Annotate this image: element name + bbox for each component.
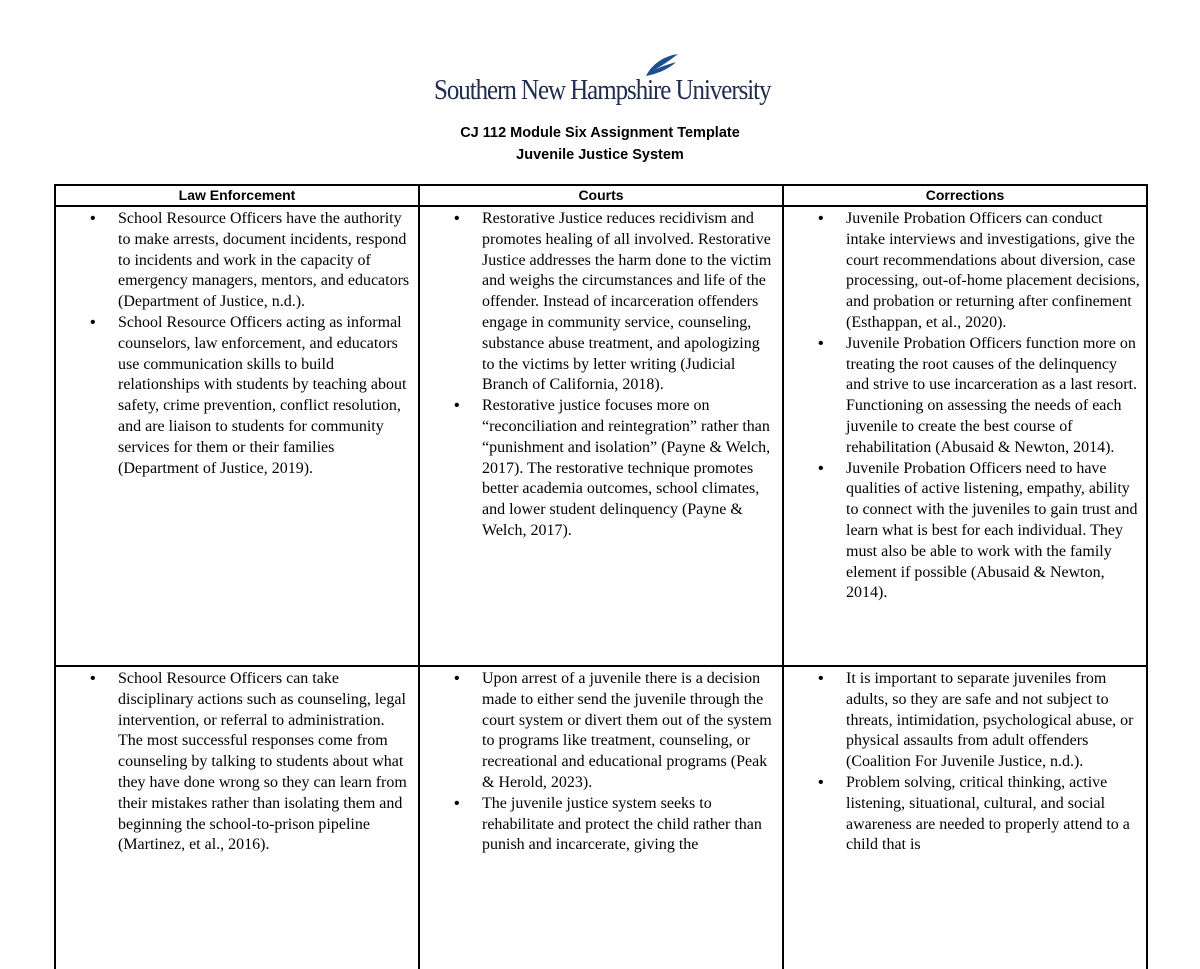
table-cell bbox=[419, 206, 783, 666]
list-item: • Juvenile Probation Officers need to have qualities of active listening, empathy, ability to connect with the juveniles to gain trust and learn what is best for each individual. They must also be able to work with the family element if possible (Abusaid & Newton, 2014). bbox=[846, 459, 1140, 605]
bullet-list bbox=[426, 209, 776, 542]
list-item: • It is important to separate juveniles from adults, so they are safe and not subject to threats, intimidation, psychological abuse, or physical assaults from adult offenders (Coalition For Juvenile Justice, n.d.). bbox=[846, 669, 1140, 773]
list-item: • Upon arrest of a juvenile there is a decision made to either send the juvenile through the court system or divert them out of the system to programs like treatment, counseling, or recreational and educational programs (Peak & Herold, 2023). bbox=[482, 669, 776, 794]
column-header-courts: Courts bbox=[419, 185, 783, 206]
list-item: • Restorative Justice reduces recidivism and promotes healing of all involved. Restorative Justice addresses the harm done to the victim and weighs the circumstances and life of the offender. Instead of incarceration offenders engage in community service, counseling, substance abuse treatment, and apologizing to the victims by letter writing (Judicial Branch of California, 2018). bbox=[482, 209, 776, 396]
bullet-list bbox=[790, 209, 1140, 604]
list-item: • School Resource Officers acting as informal counselors, law enforcement, and educators use communication skills to build relationships with students by teaching about safety, crime prevention, conflict resolution, and are liaison to students for community services for them or their families (Department of Justice, 2019). bbox=[118, 313, 412, 479]
juvenile-justice-table bbox=[54, 184, 1148, 969]
list-item: • School Resource Officers can take disciplinary actions such as counseling, legal intervention, or referral to administration. The most successful responses come from counseling by talking to students about what they have done wrong so they can learn from their mistakes rather than isolating them and beginning the school-to-prison pipeline (Martinez, et al., 2016). bbox=[118, 669, 412, 856]
list-item: • The juvenile justice system seeks to rehabilitate and protect the child rather than punish and incarcerate, giving the bbox=[482, 794, 776, 856]
table-header-row bbox=[55, 185, 1147, 206]
university-name: Southern New Hampshire University bbox=[434, 74, 771, 106]
column-header-corrections: Corrections bbox=[783, 185, 1147, 206]
list-item: • Problem solving, critical thinking, active listening, situational, cultural, and social awareness are needed to properly attend to a child that is bbox=[846, 773, 1140, 856]
university-logo bbox=[432, 52, 772, 108]
table-row bbox=[55, 666, 1147, 969]
bullet-list bbox=[62, 669, 412, 856]
bullet-list bbox=[426, 669, 776, 856]
column-header-law-enforcement: Law Enforcement bbox=[55, 185, 419, 206]
document-subtitle: Juvenile Justice System bbox=[516, 147, 684, 163]
table-cell bbox=[783, 206, 1147, 666]
list-item: • School Resource Officers have the authority to make arrests, document incidents, respond to incidents and work in the capacity of emergency managers, mentors, and educators (Department of Justice, n.d.). bbox=[118, 209, 412, 313]
list-item: • Juvenile Probation Officers function more on treating the root causes of the delinquency and strive to use incarceration as a last resort. Functioning on assessing the needs of each juvenile to create the best course of rehabilitation (Abusaid & Newton, 2014). bbox=[846, 334, 1140, 459]
table-cell bbox=[55, 666, 419, 969]
bullet-list bbox=[790, 669, 1140, 856]
table-row bbox=[55, 206, 1147, 666]
document-title: CJ 112 Module Six Assignment Template bbox=[460, 125, 740, 141]
bullet-list bbox=[62, 209, 412, 479]
list-item: • Restorative justice focuses more on “reconciliation and reintegration” rather than “punishment and isolation” (Payne & Welch, 2017). The restorative technique promotes better academia outcomes, school climates, and lower student delinquency (Payne & Welch, 2017). bbox=[482, 396, 776, 542]
list-item: • Juvenile Probation Officers can conduct intake interviews and investigations, give the court recommendations about diversion, case processing, out-of-home placement decisions, and probation or returning after confinement (Esthappan, et al., 2020). bbox=[846, 209, 1140, 334]
table-cell bbox=[783, 666, 1147, 969]
table-cell bbox=[55, 206, 419, 666]
table-cell bbox=[419, 666, 783, 969]
document-header bbox=[0, 122, 1200, 166]
